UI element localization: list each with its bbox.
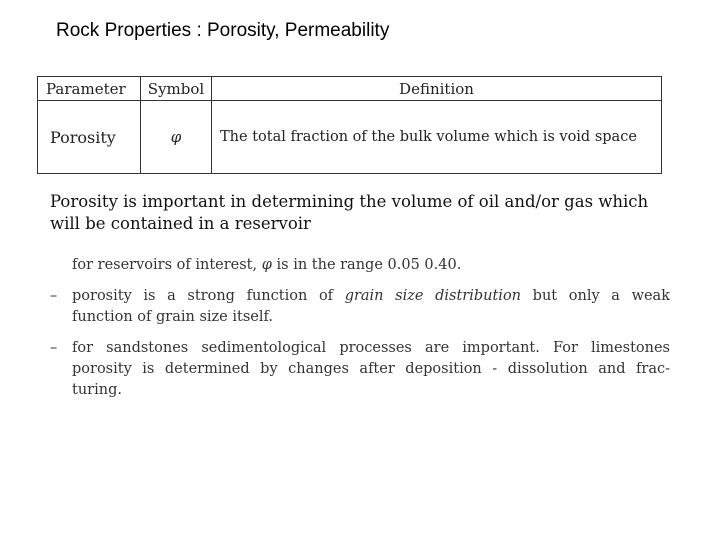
list-item: [50, 255, 670, 276]
bullet-2-line-2: function of grain size itself.: [72, 309, 273, 325]
bullet-list: [50, 255, 670, 411]
bullet-2-text-a: porosity is a strong function of: [72, 288, 334, 304]
bullet-2-text-b: but only a weak: [532, 288, 670, 304]
bullet-3-line-2: porosity is determined by changes after deposition - dissolution and frac-: [72, 361, 670, 377]
table-header-row: [38, 77, 662, 101]
phi-symbol: φ: [261, 257, 272, 273]
lead-paragraph: [50, 191, 690, 235]
slide-title: Rock Properties : Porosity, Permeability: [56, 20, 390, 41]
header-parameter: Parameter: [38, 77, 141, 101]
bullet-2-line-1: [72, 286, 670, 307]
bullet-dash: –: [50, 288, 58, 304]
bullet-dash: –: [50, 340, 58, 356]
bullet-3-line-1: for sandstones sedimentological processes are important. For limestones: [72, 340, 670, 356]
header-symbol: Symbol: [141, 77, 212, 101]
cell-definition: The total fraction of the bulk volume which is void space: [212, 101, 662, 174]
list-item: [50, 286, 670, 328]
parameter-table: [37, 76, 662, 174]
list-item: [50, 338, 670, 401]
bullet-3-line-3: turing.: [72, 382, 122, 398]
bullet-1-text-after: is in the range 0.05 0.40.: [271, 257, 462, 273]
header-definition: Definition: [212, 77, 662, 101]
lead-line-2: will be contained in a reservoir: [50, 214, 311, 233]
cell-parameter: Porosity: [38, 101, 141, 174]
bullet-1-text-before: for reservoirs of interest,: [72, 257, 262, 273]
lead-line-1: Porosity is important in determining the volume of oil and/or gas which: [50, 192, 649, 211]
bullet-2-italic: grain size distribution: [344, 288, 522, 304]
cell-symbol: φ: [141, 101, 212, 174]
bullet-1-line: [72, 255, 670, 276]
table-row: [38, 101, 662, 174]
